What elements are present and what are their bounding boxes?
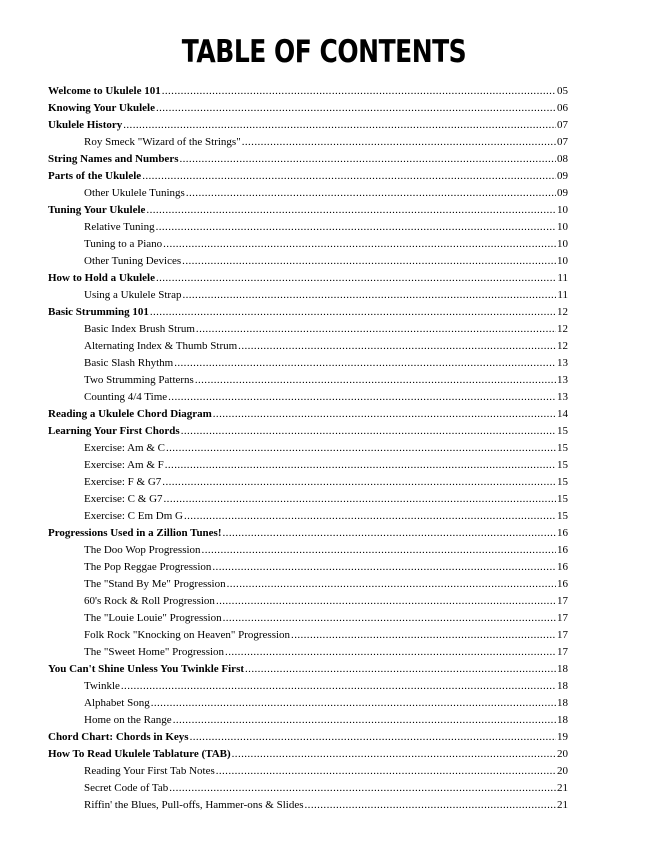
dot-leader — [156, 219, 556, 236]
toc-page-number: 12 — [557, 323, 568, 335]
dot-leader — [151, 695, 556, 712]
toc-entry-label: Knowing Your Ukulele — [48, 102, 155, 114]
toc-page-number: 09 — [557, 187, 568, 199]
dot-leader — [223, 525, 556, 542]
toc-page-number: 16 — [557, 544, 568, 556]
toc-entry-label: Exercise: C Em Dm G — [84, 510, 183, 522]
toc-entry-label: Home on the Range — [84, 714, 172, 726]
dot-leader — [195, 372, 556, 389]
toc-list — [48, 83, 568, 814]
toc-page-number: 14 — [557, 408, 568, 420]
toc-entry-label: 60's Rock & Roll Progression — [84, 595, 215, 607]
toc-subsection-entry — [48, 287, 568, 304]
toc-entry-label: Learning Your First Chords — [48, 425, 180, 437]
toc-page-number: 15 — [557, 459, 568, 471]
dot-leader — [213, 406, 556, 423]
toc-subsection-entry — [48, 134, 568, 151]
toc-entry-label: Tuning to a Piano — [84, 238, 163, 250]
dot-leader — [216, 763, 556, 780]
dot-leader — [291, 627, 556, 644]
dot-leader — [162, 83, 556, 100]
toc-subsection-entry — [48, 610, 568, 627]
toc-subsection-entry — [48, 593, 568, 610]
toc-entry-label: Roy Smeck "Wizard of the Strings" — [84, 136, 241, 148]
toc-entry-label: The Doo Wop Progression — [84, 544, 201, 556]
toc-subsection-entry — [48, 576, 568, 593]
toc-page-number: 07 — [557, 136, 568, 148]
toc-section-entry — [48, 423, 568, 440]
toc-entry-label: Reading a Ukulele Chord Diagram — [48, 408, 212, 420]
dot-leader — [202, 542, 556, 559]
toc-page-number: 06 — [557, 102, 568, 114]
dot-leader — [174, 355, 556, 372]
dot-leader — [182, 253, 556, 270]
toc-page-number: 09 — [557, 170, 568, 182]
toc-entry-label: Reading Your First Tab Notes — [84, 765, 215, 777]
toc-entry-label: Ukulele History — [48, 119, 123, 131]
dot-leader — [232, 746, 556, 763]
dot-leader — [169, 780, 556, 797]
dot-leader — [173, 712, 556, 729]
toc-subsection-entry — [48, 185, 568, 202]
toc-entry-label: Basic Index Brush Strum — [84, 323, 195, 335]
dot-leader — [123, 117, 556, 134]
toc-page-number: 15 — [557, 476, 568, 488]
toc-entry-label: Basic Slash Rhythm — [84, 357, 174, 369]
toc-subsection-entry — [48, 491, 568, 508]
dot-leader — [181, 423, 556, 440]
toc-entry-label: The Pop Reggae Progression — [84, 561, 212, 573]
dot-leader — [184, 508, 556, 525]
toc-entry-label: The "Louie Louie" Progression — [84, 612, 222, 624]
toc-entry-label: The "Sweet Home" Progression — [84, 646, 225, 658]
dot-leader — [156, 270, 556, 287]
toc-entry-label: Counting 4/4 Time — [84, 391, 168, 403]
toc-entry-label: How to Hold a Ukulele — [48, 272, 155, 284]
toc-entry-label: Relative Tuning — [84, 221, 155, 233]
dot-leader — [245, 661, 556, 678]
toc-entry-label: Tuning Your Ukulele — [48, 204, 146, 216]
dot-leader — [223, 610, 556, 627]
toc-page-number: 10 — [557, 204, 568, 216]
toc-entry-label: The "Stand By Me" Progression — [84, 578, 226, 590]
toc-entry-label: Parts of the Ukulele — [48, 170, 142, 182]
toc-page-number: 20 — [557, 748, 568, 760]
toc-entry-label: Exercise: C & G7 — [84, 493, 163, 505]
toc-page-number: 11 — [557, 289, 568, 301]
dot-leader — [242, 134, 556, 151]
toc-subsection-entry — [48, 508, 568, 525]
toc-page-number: 17 — [557, 629, 568, 641]
toc-page-number: 15 — [557, 442, 568, 454]
dot-leader — [212, 559, 556, 576]
toc-entry-label: Exercise: Am & F — [84, 459, 164, 471]
toc-entry-label: Exercise: F & G7 — [84, 476, 162, 488]
toc-section-entry — [48, 729, 568, 746]
toc-entry-label: Twinkle — [84, 680, 120, 692]
toc-subsection-entry — [48, 763, 568, 780]
toc-section-entry — [48, 117, 568, 134]
toc-page-number: 18 — [557, 680, 568, 692]
toc-entry-label: Other Tuning Devices — [84, 255, 182, 267]
toc-subsection-entry — [48, 474, 568, 491]
toc-section-entry — [48, 525, 568, 542]
dot-leader — [142, 168, 556, 185]
toc-subsection-entry — [48, 219, 568, 236]
toc-page-number: 21 — [557, 799, 568, 811]
dot-leader — [166, 440, 556, 457]
toc-entry-label: Other Ukulele Tunings — [84, 187, 185, 199]
toc-section-entry — [48, 100, 568, 117]
toc-page-number: 13 — [557, 374, 568, 386]
toc-subsection-entry — [48, 389, 568, 406]
toc-entry-label: Exercise: Am & C — [84, 442, 165, 454]
toc-entry-label: Alphabet Song — [84, 697, 150, 709]
toc-section-entry — [48, 168, 568, 185]
toc-page-number: 18 — [557, 714, 568, 726]
toc-entry-label: How To Read Ukulele Tablature (TAB) — [48, 748, 231, 760]
toc-subsection-entry — [48, 559, 568, 576]
dot-leader — [156, 100, 556, 117]
toc-page-number: 16 — [557, 578, 568, 590]
toc-page-number: 18 — [557, 663, 568, 675]
toc-entry-label: Basic Strumming 101 — [48, 306, 149, 318]
toc-subsection-entry — [48, 644, 568, 661]
toc-subsection-entry — [48, 712, 568, 729]
dot-leader — [121, 678, 556, 695]
dot-leader — [168, 389, 556, 406]
dot-leader — [186, 185, 556, 202]
toc-page-number: 21 — [557, 782, 568, 794]
toc-subsection-entry — [48, 695, 568, 712]
toc-page-number: 10 — [557, 221, 568, 233]
toc-page-number: 16 — [557, 527, 568, 539]
dot-leader — [163, 236, 556, 253]
toc-subsection-entry — [48, 236, 568, 253]
page-title: TABLE OF CONTENTS — [181, 33, 467, 70]
dot-leader — [164, 491, 556, 508]
toc-subsection-entry — [48, 338, 568, 355]
toc-subsection-entry — [48, 780, 568, 797]
toc-subsection-entry — [48, 457, 568, 474]
toc-entry-label: Folk Rock "Knocking on Heaven" Progression — [84, 629, 291, 641]
toc-page-number: 10 — [557, 255, 568, 267]
toc-subsection-entry — [48, 321, 568, 338]
dot-leader — [196, 321, 556, 338]
toc-entry-label: You Can't Shine Unless You Twinkle First — [48, 663, 245, 675]
toc-page-number: 18 — [557, 697, 568, 709]
toc-entry-label: Progressions Used in a Zillion Tunes! — [48, 527, 222, 539]
toc-section-entry — [48, 661, 568, 678]
dot-leader — [225, 644, 556, 661]
toc-page-number: 07 — [557, 119, 568, 131]
toc-section-entry — [48, 202, 568, 219]
toc-page-number: 12 — [557, 340, 568, 352]
toc-entry-label: Using a Ukulele Strap — [84, 289, 182, 301]
toc-page-number: 15 — [557, 425, 568, 437]
dot-leader — [162, 474, 556, 491]
toc-page-number: 08 — [557, 153, 568, 165]
toc-subsection-entry — [48, 678, 568, 695]
toc-page-number: 15 — [557, 510, 568, 522]
dot-leader — [190, 729, 556, 746]
toc-entry-label: Alternating Index & Thumb Strum — [84, 340, 238, 352]
toc-subsection-entry — [48, 797, 568, 814]
dot-leader — [146, 202, 556, 219]
toc-entry-label: Welcome to Ukulele 101 — [48, 85, 161, 97]
toc-section-entry — [48, 746, 568, 763]
toc-page-number: 11 — [557, 272, 568, 284]
toc-section-entry — [48, 151, 568, 168]
toc-section-entry — [48, 270, 568, 287]
toc-subsection-entry — [48, 440, 568, 457]
toc-section-entry — [48, 304, 568, 321]
dot-leader — [238, 338, 556, 355]
toc-section-entry — [48, 83, 568, 100]
toc-entry-label: Chord Chart: Chords in Keys — [48, 731, 189, 743]
toc-page-number: 20 — [557, 765, 568, 777]
toc-page-number: 15 — [557, 493, 568, 505]
toc-section-entry — [48, 406, 568, 423]
toc-entry-label: Two Strumming Patterns — [84, 374, 194, 386]
dot-leader — [305, 797, 556, 814]
toc-page-number: 17 — [557, 595, 568, 607]
toc-page-number: 13 — [557, 357, 568, 369]
toc-page-number: 05 — [557, 85, 568, 97]
toc-page-number: 17 — [557, 612, 568, 624]
toc-subsection-entry — [48, 253, 568, 270]
toc-page-number: 12 — [557, 306, 568, 318]
toc-entry-label: String Names and Numbers — [48, 153, 179, 165]
toc-entry-label: Secret Code of Tab — [84, 782, 169, 794]
toc-page-number: 17 — [557, 646, 568, 658]
toc-subsection-entry — [48, 355, 568, 372]
toc-entry-label: Riffin' the Blues, Pull-offs, Hammer-ons & Slides — [84, 799, 304, 811]
dot-leader — [165, 457, 556, 474]
toc-page-number: 19 — [557, 731, 568, 743]
toc-page-number: 13 — [557, 391, 568, 403]
dot-leader — [216, 593, 556, 610]
dot-leader — [227, 576, 556, 593]
dot-leader — [179, 151, 556, 168]
toc-subsection-entry — [48, 542, 568, 559]
toc-page-number: 10 — [557, 238, 568, 250]
toc-subsection-entry — [48, 372, 568, 389]
toc-page-number: 16 — [557, 561, 568, 573]
toc-subsection-entry — [48, 627, 568, 644]
dot-leader — [150, 304, 556, 321]
dot-leader — [182, 287, 556, 304]
